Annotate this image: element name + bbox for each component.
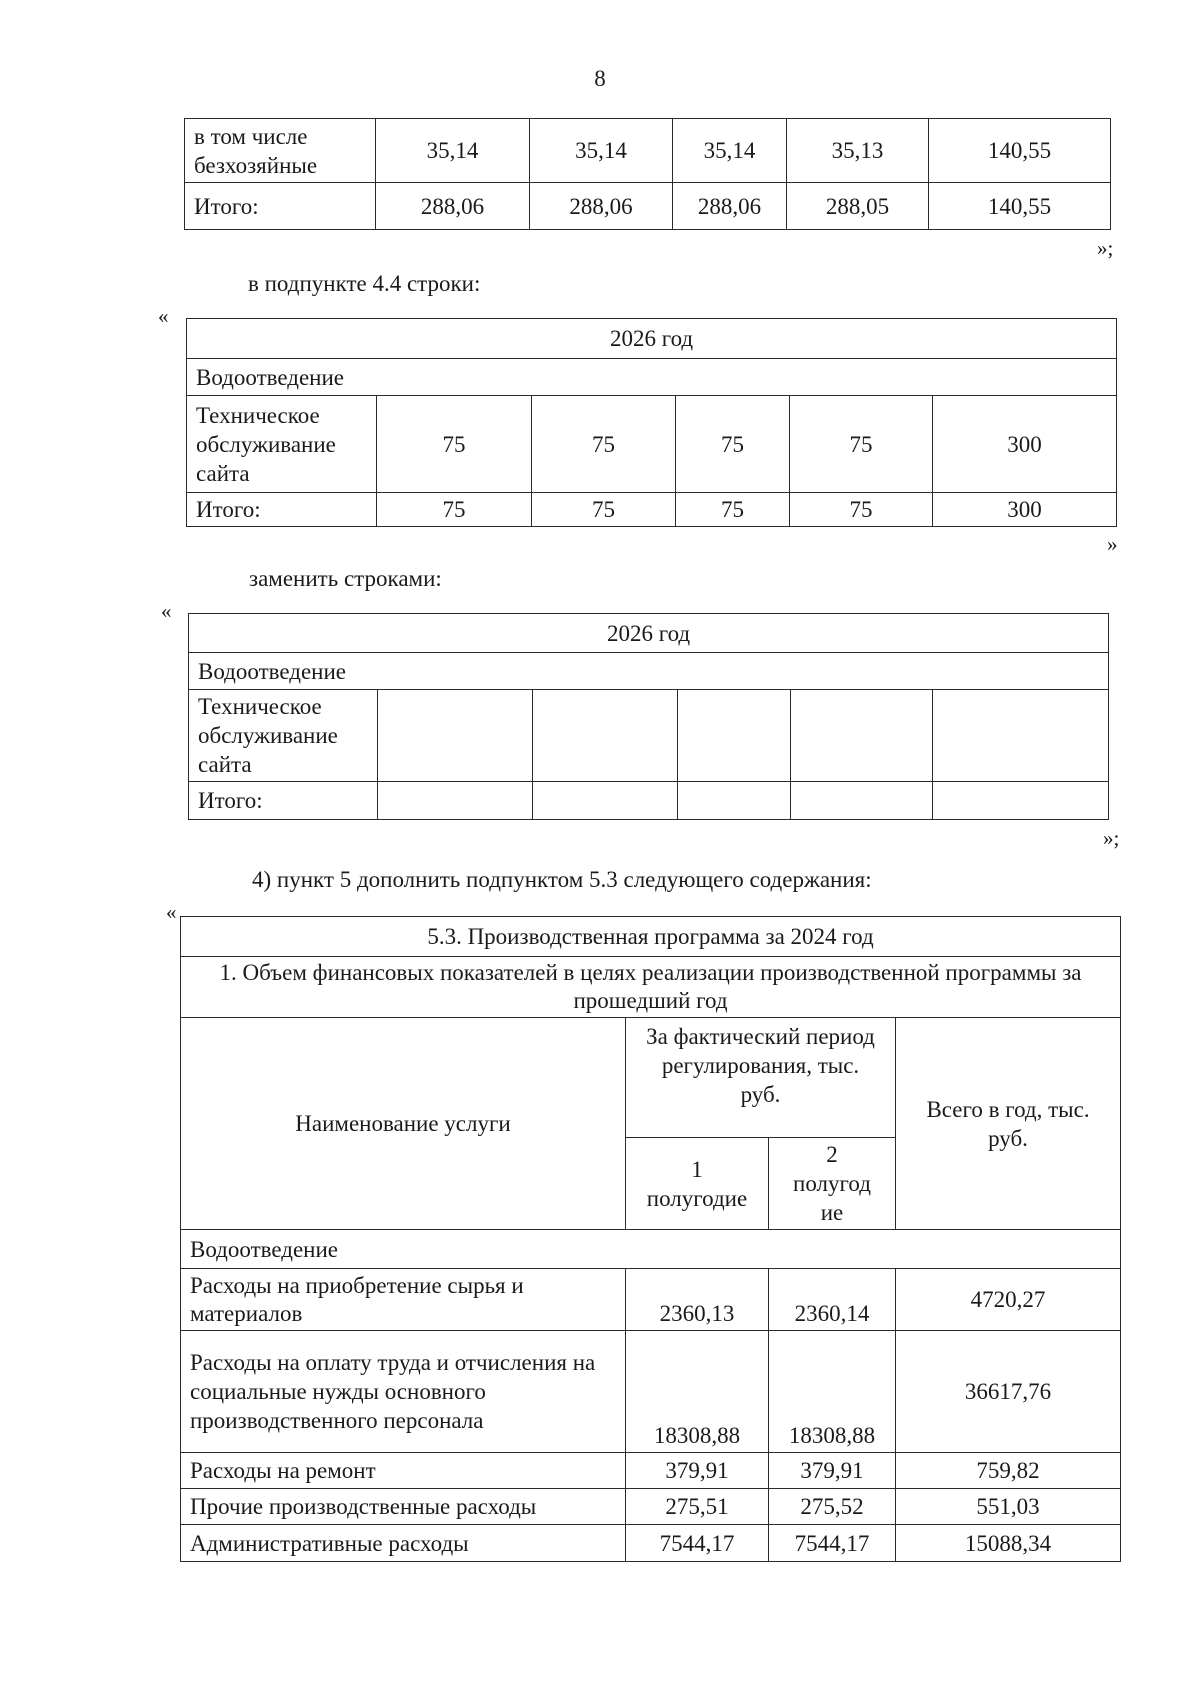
cell-value: 379,91 [769,1453,896,1489]
header-half-2: 2 полугод ие [769,1138,896,1230]
cell-value: 140,55 [929,183,1111,230]
cell-value: 759,82 [896,1453,1121,1489]
table-top [184,118,1111,230]
row-label: Техническое обслуживание сайта [189,690,378,782]
cell-value: 75 [532,396,676,493]
cell-value: 35,13 [787,119,929,183]
paragraph: в подпункте 4.4 строки: [248,271,481,296]
cell-value: 35,14 [376,119,530,183]
row-label: Итого: [189,782,378,820]
table-row [181,1489,1121,1525]
cell-value: 75 [790,493,933,527]
header-actual-period: За фактический период регулирования, тыс. руб. [626,1018,896,1138]
table-program [180,916,1121,1562]
cell-value: 551,03 [896,1489,1121,1525]
row-label: Расходы на приобретение сырья и материалов [181,1269,626,1331]
cell-value: 18308,88 [626,1331,769,1453]
empty-cell [791,782,933,820]
closing-quote: »; [1103,826,1120,850]
program-title: 5.3. Производственная программа за 2024 год [181,917,1121,957]
row-label: Итого: [185,183,376,230]
cell-value: 35,14 [673,119,787,183]
cell-value: 2360,14 [769,1269,896,1331]
cell-value: 75 [790,396,933,493]
cell-value: 140,55 [929,119,1111,183]
cell-value: 275,52 [769,1489,896,1525]
cell-value: 288,06 [673,183,787,230]
paragraph: 4) пункт 5 дополнить подпунктом 5.3 следующего содержания: [252,867,872,892]
table-row [187,319,1117,359]
header-service-name: Наименование услуги [181,1018,626,1230]
empty-cell [533,690,678,782]
table-old [186,318,1117,527]
cell-value: 35,14 [530,119,673,183]
empty-cell [678,782,791,820]
cell-value: 75 [532,493,676,527]
cell-value: 300 [933,396,1117,493]
cell-value: 288,06 [530,183,673,230]
page-number: 8 [594,66,606,91]
cell-value: 7544,17 [769,1525,896,1562]
table-row [189,653,1109,690]
table-row [181,917,1121,957]
cell-value: 4720,27 [896,1269,1121,1331]
empty-cell [933,690,1109,782]
table-row [181,1525,1121,1562]
row-label: Техническое обслуживание сайта [187,396,377,493]
opening-quote: « [158,304,169,328]
paragraph: заменить строками: [249,566,442,591]
table-row [189,690,1109,782]
row-label: Итого: [187,493,377,527]
opening-quote: « [166,900,177,924]
table-row [185,119,1111,183]
closing-quote: »; [1097,236,1114,260]
row-label: Административные расходы [181,1525,626,1562]
cell-value: 288,06 [376,183,530,230]
cell-value: 7544,17 [626,1525,769,1562]
table-row [187,493,1117,527]
cell-value: 18308,88 [769,1331,896,1453]
table-row [189,614,1109,653]
table-row [187,396,1117,493]
year-header: 2026 год [189,614,1109,653]
empty-cell [378,782,533,820]
row-label: Расходы на оплату труда и отчисления на социальные нужды основного производственного персонала [181,1331,626,1453]
empty-cell [933,782,1109,820]
empty-cell [678,690,791,782]
row-label: Прочие производственные расходы [181,1489,626,1525]
cell-value: 2360,13 [626,1269,769,1331]
cell-value: 379,91 [626,1453,769,1489]
table-row [181,1269,1121,1331]
opening-quote: « [161,599,172,623]
year-header: 2026 год [187,319,1117,359]
cell-value: 300 [933,493,1117,527]
section-header: Водоотведение [189,653,1109,690]
closing-quote: » [1107,532,1118,556]
cell-value: 75 [676,493,790,527]
section-header: Водоотведение [187,359,1117,396]
table-row [181,1230,1121,1269]
cell-value: 36617,76 [896,1331,1121,1453]
empty-cell [378,690,533,782]
row-label: в том числе безхозяйные [185,119,376,183]
empty-cell [533,782,678,820]
table-row [181,1331,1121,1453]
cell-value: 75 [377,396,532,493]
cell-value: 15088,34 [896,1525,1121,1562]
table-row [181,1018,1121,1138]
cell-value: 288,05 [787,183,929,230]
section-header: Водоотведение [181,1230,1121,1269]
table-row [181,957,1121,1018]
cell-value: 75 [676,396,790,493]
table-row [189,782,1109,820]
cell-value: 75 [377,493,532,527]
cell-value: 275,51 [626,1489,769,1525]
empty-cell [791,690,933,782]
header-total: Всего в год, тыс. руб. [896,1018,1121,1230]
table-row [185,183,1111,230]
row-label: Расходы на ремонт [181,1453,626,1489]
table-row [187,359,1117,396]
table-row [181,1453,1121,1489]
table-new [188,613,1109,820]
program-subtitle: 1. Объем финансовых показателей в целях реализации производственной программы за прошедший год [181,957,1121,1018]
header-half-1: 1 полугодие [626,1138,769,1230]
